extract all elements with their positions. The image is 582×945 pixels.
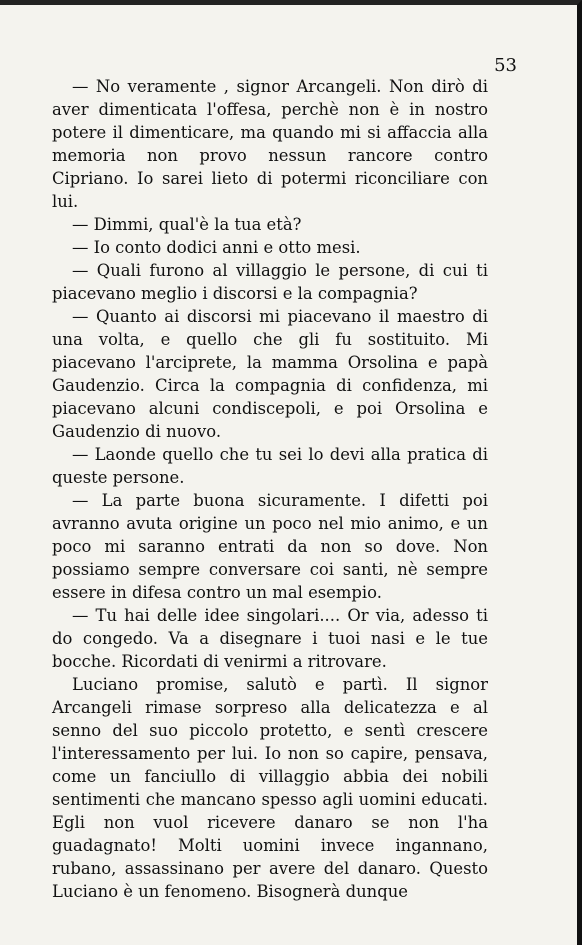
paragraph: — Quanto ai discorsi mi piacevano il maestro di una volta, e quello che gli fu sostituito. Mi piacevano l'arciprete, la mamma Orsolina e papà Gaudenzio. Circa la compagnia di confidenza, mi piacevano alcuni condiscepoli, e poi Orsolina e Gaudenzio di nuovo. xyxy=(52,307,488,441)
body-text xyxy=(52,75,488,903)
paragraph: — Tu hai delle idee singolari.... Or via, adesso ti do congedo. Va a disegnare i tuoi nasi e le tue bocche. Ricordati di venirmi a ritrovare. xyxy=(52,606,488,671)
page-number: 53 xyxy=(494,55,517,76)
paragraph: — Quali furono al villaggio le persone, di cui ti piacevano meglio i discorsi e la compagnia? xyxy=(52,261,488,303)
paragraph: — Dimmi, qual'è la tua età? xyxy=(72,215,302,234)
paragraph: — Io conto dodici anni e otto mesi. xyxy=(72,238,361,257)
paragraph: — La parte buona sicuramente. I difetti poi avranno avuta origine un poco nel mio animo, e un poco mi saranno entrati da non so dove. Non possiamo sempre conversare coi santi, nè sempre essere in difesa contro un mal esempio. xyxy=(52,491,488,602)
paragraph: — No veramente , signor Arcangeli. Non dirò di aver dimenticata l'offesa, perchè non è in nostro potere il dimenticare, ma quando mi si affaccia alla memoria non provo nessun rancore contro Cipriano. Io sarei lieto di potermi riconciliare con lui. xyxy=(52,77,488,211)
paragraph: Luciano promise, salutò e partì. Il signor Arcangeli rimase sorpreso alla delicatezza e al senno del suo piccolo protetto, e sentì crescere l'interessamento per lui. Io non so capire, pensava, come un fanciullo di villaggio abbia dei nobili sentimenti che mancano spesso agli uomini educati. Egli non vuol ricevere danaro se non l'ha guadagnato! Molti uomini invece ingannano, rubano, assassinano per avere del danaro. Questo Luciano è un fenomeno. Bisognerà dunque xyxy=(52,675,488,901)
paragraph: — Laonde quello che tu sei lo devi alla pratica di queste persone. xyxy=(52,445,488,487)
